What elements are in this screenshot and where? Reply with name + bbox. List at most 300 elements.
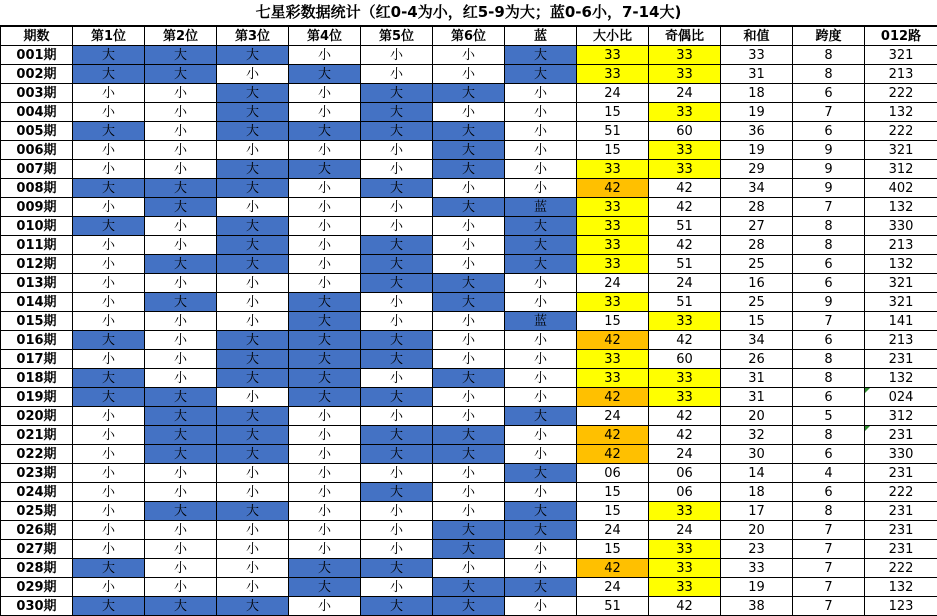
position-cell[interactable]: 大 xyxy=(145,255,217,274)
position-cell[interactable]: 小 xyxy=(361,521,433,540)
position-cell[interactable]: 大 xyxy=(433,597,505,616)
odd-even-ratio-cell[interactable]: 33 xyxy=(649,141,721,160)
position-cell[interactable]: 小 xyxy=(145,559,217,578)
blue-ball-cell[interactable]: 小 xyxy=(505,597,577,616)
position-cell[interactable]: 小 xyxy=(145,84,217,103)
header-cell[interactable]: 大小比 xyxy=(577,27,649,46)
route-012-cell[interactable]: 222 xyxy=(865,483,937,502)
position-cell[interactable]: 大 xyxy=(361,388,433,407)
span-cell[interactable]: 8 xyxy=(793,502,865,521)
size-ratio-cell[interactable]: 33 xyxy=(577,255,649,274)
position-cell[interactable]: 大 xyxy=(433,293,505,312)
position-cell[interactable]: 大 xyxy=(433,122,505,141)
position-cell[interactable]: 小 xyxy=(217,65,289,84)
position-cell[interactable]: 小 xyxy=(361,312,433,331)
odd-even-ratio-cell[interactable]: 33 xyxy=(649,502,721,521)
sum-cell[interactable]: 20 xyxy=(721,521,793,540)
position-cell[interactable]: 大 xyxy=(217,597,289,616)
header-cell[interactable]: 第4位 xyxy=(289,27,361,46)
header-cell[interactable]: 第6位 xyxy=(433,27,505,46)
position-cell[interactable]: 大 xyxy=(361,445,433,464)
blue-ball-cell[interactable]: 大 xyxy=(505,464,577,483)
sum-cell[interactable]: 16 xyxy=(721,274,793,293)
span-cell[interactable]: 9 xyxy=(793,160,865,179)
blue-ball-cell[interactable]: 小 xyxy=(505,540,577,559)
position-cell[interactable]: 小 xyxy=(73,521,145,540)
position-cell[interactable]: 小 xyxy=(145,331,217,350)
size-ratio-cell[interactable]: 24 xyxy=(577,578,649,597)
sum-cell[interactable]: 29 xyxy=(721,160,793,179)
blue-ball-cell[interactable]: 大 xyxy=(505,46,577,65)
span-cell[interactable]: 6 xyxy=(793,255,865,274)
position-cell[interactable]: 小 xyxy=(217,198,289,217)
position-cell[interactable]: 大 xyxy=(217,331,289,350)
position-cell[interactable]: 小 xyxy=(289,540,361,559)
position-cell[interactable]: 大 xyxy=(361,274,433,293)
position-cell[interactable]: 大 xyxy=(289,369,361,388)
span-cell[interactable]: 6 xyxy=(793,445,865,464)
position-cell[interactable]: 小 xyxy=(217,141,289,160)
odd-even-ratio-cell[interactable]: 33 xyxy=(649,103,721,122)
period-cell[interactable]: 004期 xyxy=(1,103,73,122)
period-cell[interactable]: 012期 xyxy=(1,255,73,274)
route-012-cell[interactable]: 231 xyxy=(865,521,937,540)
position-cell[interactable]: 大 xyxy=(433,426,505,445)
sum-cell[interactable]: 25 xyxy=(721,255,793,274)
position-cell[interactable]: 大 xyxy=(73,122,145,141)
position-cell[interactable]: 小 xyxy=(145,160,217,179)
span-cell[interactable]: 8 xyxy=(793,426,865,445)
position-cell[interactable]: 大 xyxy=(145,597,217,616)
position-cell[interactable]: 大 xyxy=(289,160,361,179)
position-cell[interactable]: 大 xyxy=(145,179,217,198)
position-cell[interactable]: 大 xyxy=(361,331,433,350)
position-cell[interactable]: 大 xyxy=(73,597,145,616)
span-cell[interactable]: 6 xyxy=(793,483,865,502)
header-cell[interactable]: 跨度 xyxy=(793,27,865,46)
odd-even-ratio-cell[interactable]: 24 xyxy=(649,445,721,464)
position-cell[interactable]: 小 xyxy=(433,103,505,122)
position-cell[interactable]: 小 xyxy=(73,540,145,559)
blue-ball-cell[interactable]: 小 xyxy=(505,160,577,179)
blue-ball-cell[interactable]: 大 xyxy=(505,521,577,540)
position-cell[interactable]: 大 xyxy=(361,559,433,578)
position-cell[interactable]: 大 xyxy=(433,141,505,160)
route-012-cell[interactable]: 231 xyxy=(865,464,937,483)
span-cell[interactable]: 9 xyxy=(793,141,865,160)
position-cell[interactable]: 大 xyxy=(217,369,289,388)
position-cell[interactable]: 小 xyxy=(289,521,361,540)
position-cell[interactable]: 大 xyxy=(217,217,289,236)
odd-even-ratio-cell[interactable]: 42 xyxy=(649,426,721,445)
blue-ball-cell[interactable]: 蓝 xyxy=(505,198,577,217)
sum-cell[interactable]: 28 xyxy=(721,236,793,255)
route-012-cell[interactable]: 312 xyxy=(865,407,937,426)
route-012-cell[interactable]: 402 xyxy=(865,179,937,198)
position-cell[interactable]: 大 xyxy=(73,217,145,236)
span-cell[interactable]: 7 xyxy=(793,103,865,122)
period-cell[interactable]: 022期 xyxy=(1,445,73,464)
odd-even-ratio-cell[interactable]: 33 xyxy=(649,65,721,84)
period-cell[interactable]: 008期 xyxy=(1,179,73,198)
period-cell[interactable]: 023期 xyxy=(1,464,73,483)
sum-cell[interactable]: 33 xyxy=(721,559,793,578)
position-cell[interactable]: 小 xyxy=(433,46,505,65)
period-cell[interactable]: 003期 xyxy=(1,84,73,103)
route-012-cell[interactable]: 222 xyxy=(865,84,937,103)
position-cell[interactable]: 大 xyxy=(433,198,505,217)
size-ratio-cell[interactable]: 33 xyxy=(577,236,649,255)
position-cell[interactable]: 大 xyxy=(433,274,505,293)
odd-even-ratio-cell[interactable]: 42 xyxy=(649,236,721,255)
period-cell[interactable]: 024期 xyxy=(1,483,73,502)
position-cell[interactable]: 小 xyxy=(433,407,505,426)
route-012-cell[interactable]: 213 xyxy=(865,65,937,84)
position-cell[interactable]: 大 xyxy=(217,445,289,464)
position-cell[interactable]: 小 xyxy=(217,312,289,331)
odd-even-ratio-cell[interactable]: 33 xyxy=(649,46,721,65)
period-cell[interactable]: 010期 xyxy=(1,217,73,236)
position-cell[interactable]: 大 xyxy=(217,236,289,255)
odd-even-ratio-cell[interactable]: 33 xyxy=(649,369,721,388)
route-012-cell[interactable]: 141 xyxy=(865,312,937,331)
position-cell[interactable]: 大 xyxy=(145,502,217,521)
blue-ball-cell[interactable]: 小 xyxy=(505,559,577,578)
position-cell[interactable]: 大 xyxy=(433,369,505,388)
span-cell[interactable]: 9 xyxy=(793,293,865,312)
position-cell[interactable]: 小 xyxy=(73,255,145,274)
span-cell[interactable]: 8 xyxy=(793,46,865,65)
span-cell[interactable]: 6 xyxy=(793,331,865,350)
size-ratio-cell[interactable]: 42 xyxy=(577,445,649,464)
route-012-cell[interactable]: 312 xyxy=(865,160,937,179)
position-cell[interactable]: 小 xyxy=(145,141,217,160)
position-cell[interactable]: 大 xyxy=(361,597,433,616)
route-012-cell[interactable]: 024 xyxy=(865,388,937,407)
position-cell[interactable]: 大 xyxy=(289,293,361,312)
position-cell[interactable]: 小 xyxy=(217,274,289,293)
position-cell[interactable]: 小 xyxy=(433,217,505,236)
odd-even-ratio-cell[interactable]: 60 xyxy=(649,122,721,141)
blue-ball-cell[interactable]: 小 xyxy=(505,103,577,122)
position-cell[interactable]: 小 xyxy=(145,464,217,483)
odd-even-ratio-cell[interactable]: 24 xyxy=(649,274,721,293)
position-cell[interactable]: 大 xyxy=(433,445,505,464)
size-ratio-cell[interactable]: 42 xyxy=(577,559,649,578)
sum-cell[interactable]: 27 xyxy=(721,217,793,236)
position-cell[interactable]: 小 xyxy=(145,540,217,559)
position-cell[interactable]: 大 xyxy=(217,350,289,369)
size-ratio-cell[interactable]: 33 xyxy=(577,65,649,84)
odd-even-ratio-cell[interactable]: 42 xyxy=(649,331,721,350)
sum-cell[interactable]: 19 xyxy=(721,141,793,160)
position-cell[interactable]: 小 xyxy=(73,293,145,312)
span-cell[interactable]: 6 xyxy=(793,274,865,293)
period-cell[interactable]: 011期 xyxy=(1,236,73,255)
position-cell[interactable]: 大 xyxy=(361,255,433,274)
period-cell[interactable]: 019期 xyxy=(1,388,73,407)
position-cell[interactable]: 小 xyxy=(73,578,145,597)
span-cell[interactable]: 7 xyxy=(793,312,865,331)
position-cell[interactable]: 大 xyxy=(73,331,145,350)
sum-cell[interactable]: 30 xyxy=(721,445,793,464)
blue-ball-cell[interactable]: 小 xyxy=(505,122,577,141)
odd-even-ratio-cell[interactable]: 24 xyxy=(649,84,721,103)
position-cell[interactable]: 大 xyxy=(145,65,217,84)
period-cell[interactable]: 020期 xyxy=(1,407,73,426)
position-cell[interactable]: 大 xyxy=(145,293,217,312)
period-cell[interactable]: 007期 xyxy=(1,160,73,179)
header-cell[interactable]: 第1位 xyxy=(73,27,145,46)
position-cell[interactable]: 小 xyxy=(361,46,433,65)
route-012-cell[interactable]: 321 xyxy=(865,46,937,65)
position-cell[interactable]: 小 xyxy=(145,103,217,122)
position-cell[interactable]: 小 xyxy=(361,198,433,217)
size-ratio-cell[interactable]: 33 xyxy=(577,293,649,312)
size-ratio-cell[interactable]: 06 xyxy=(577,464,649,483)
position-cell[interactable]: 大 xyxy=(289,559,361,578)
odd-even-ratio-cell[interactable]: 42 xyxy=(649,198,721,217)
position-cell[interactable]: 小 xyxy=(73,483,145,502)
span-cell[interactable]: 8 xyxy=(793,217,865,236)
span-cell[interactable]: 8 xyxy=(793,236,865,255)
span-cell[interactable]: 7 xyxy=(793,597,865,616)
position-cell[interactable]: 小 xyxy=(361,578,433,597)
position-cell[interactable]: 小 xyxy=(73,84,145,103)
position-cell[interactable]: 大 xyxy=(361,483,433,502)
sum-cell[interactable]: 31 xyxy=(721,65,793,84)
blue-ball-cell[interactable]: 小 xyxy=(505,141,577,160)
route-012-cell[interactable]: 222 xyxy=(865,559,937,578)
position-cell[interactable]: 大 xyxy=(73,46,145,65)
position-cell[interactable]: 大 xyxy=(145,46,217,65)
odd-even-ratio-cell[interactable]: 33 xyxy=(649,160,721,179)
odd-even-ratio-cell[interactable]: 33 xyxy=(649,388,721,407)
position-cell[interactable]: 大 xyxy=(73,65,145,84)
position-cell[interactable]: 小 xyxy=(289,597,361,616)
position-cell[interactable]: 小 xyxy=(217,464,289,483)
position-cell[interactable]: 小 xyxy=(217,521,289,540)
route-012-cell[interactable]: 213 xyxy=(865,236,937,255)
size-ratio-cell[interactable]: 24 xyxy=(577,274,649,293)
position-cell[interactable]: 大 xyxy=(217,46,289,65)
position-cell[interactable]: 小 xyxy=(361,502,433,521)
period-cell[interactable]: 030期 xyxy=(1,597,73,616)
period-cell[interactable]: 013期 xyxy=(1,274,73,293)
position-cell[interactable]: 大 xyxy=(145,407,217,426)
position-cell[interactable]: 小 xyxy=(145,122,217,141)
sum-cell[interactable]: 19 xyxy=(721,103,793,122)
sum-cell[interactable]: 14 xyxy=(721,464,793,483)
size-ratio-cell[interactable]: 15 xyxy=(577,483,649,502)
period-cell[interactable]: 009期 xyxy=(1,198,73,217)
blue-ball-cell[interactable]: 大 xyxy=(505,236,577,255)
sum-cell[interactable]: 34 xyxy=(721,179,793,198)
header-cell[interactable]: 和值 xyxy=(721,27,793,46)
position-cell[interactable]: 小 xyxy=(289,141,361,160)
position-cell[interactable]: 大 xyxy=(361,426,433,445)
position-cell[interactable]: 小 xyxy=(289,502,361,521)
period-cell[interactable]: 029期 xyxy=(1,578,73,597)
position-cell[interactable]: 小 xyxy=(289,236,361,255)
period-cell[interactable]: 026期 xyxy=(1,521,73,540)
span-cell[interactable]: 7 xyxy=(793,521,865,540)
header-cell[interactable]: 第2位 xyxy=(145,27,217,46)
route-012-cell[interactable]: 330 xyxy=(865,217,937,236)
size-ratio-cell[interactable]: 24 xyxy=(577,521,649,540)
span-cell[interactable]: 6 xyxy=(793,388,865,407)
position-cell[interactable]: 小 xyxy=(433,312,505,331)
period-cell[interactable]: 016期 xyxy=(1,331,73,350)
size-ratio-cell[interactable]: 15 xyxy=(577,141,649,160)
position-cell[interactable]: 小 xyxy=(289,407,361,426)
blue-ball-cell[interactable]: 大 xyxy=(505,217,577,236)
position-cell[interactable]: 小 xyxy=(361,369,433,388)
blue-ball-cell[interactable]: 大 xyxy=(505,255,577,274)
position-cell[interactable]: 大 xyxy=(289,65,361,84)
position-cell[interactable]: 小 xyxy=(73,312,145,331)
position-cell[interactable]: 小 xyxy=(289,426,361,445)
position-cell[interactable]: 小 xyxy=(217,578,289,597)
position-cell[interactable]: 小 xyxy=(289,46,361,65)
position-cell[interactable]: 小 xyxy=(361,217,433,236)
size-ratio-cell[interactable]: 51 xyxy=(577,597,649,616)
position-cell[interactable]: 大 xyxy=(217,502,289,521)
blue-ball-cell[interactable]: 小 xyxy=(505,350,577,369)
sum-cell[interactable]: 33 xyxy=(721,46,793,65)
position-cell[interactable]: 大 xyxy=(361,122,433,141)
position-cell[interactable]: 小 xyxy=(73,236,145,255)
period-cell[interactable]: 002期 xyxy=(1,65,73,84)
sum-cell[interactable]: 18 xyxy=(721,84,793,103)
position-cell[interactable]: 大 xyxy=(361,350,433,369)
route-012-cell[interactable]: 231 xyxy=(865,540,937,559)
position-cell[interactable]: 小 xyxy=(361,464,433,483)
position-cell[interactable]: 大 xyxy=(289,388,361,407)
position-cell[interactable]: 小 xyxy=(433,502,505,521)
sum-cell[interactable]: 25 xyxy=(721,293,793,312)
blue-ball-cell[interactable]: 小 xyxy=(505,84,577,103)
size-ratio-cell[interactable]: 33 xyxy=(577,217,649,236)
position-cell[interactable]: 小 xyxy=(145,369,217,388)
size-ratio-cell[interactable]: 15 xyxy=(577,502,649,521)
blue-ball-cell[interactable]: 小 xyxy=(505,388,577,407)
size-ratio-cell[interactable]: 42 xyxy=(577,426,649,445)
period-cell[interactable]: 006期 xyxy=(1,141,73,160)
position-cell[interactable]: 小 xyxy=(289,464,361,483)
position-cell[interactable]: 大 xyxy=(217,84,289,103)
odd-even-ratio-cell[interactable]: 51 xyxy=(649,255,721,274)
span-cell[interactable]: 8 xyxy=(793,369,865,388)
size-ratio-cell[interactable]: 33 xyxy=(577,198,649,217)
odd-even-ratio-cell[interactable]: 33 xyxy=(649,578,721,597)
position-cell[interactable]: 大 xyxy=(145,426,217,445)
period-cell[interactable]: 017期 xyxy=(1,350,73,369)
position-cell[interactable]: 大 xyxy=(145,198,217,217)
position-cell[interactable]: 大 xyxy=(361,179,433,198)
size-ratio-cell[interactable]: 42 xyxy=(577,179,649,198)
odd-even-ratio-cell[interactable]: 33 xyxy=(649,559,721,578)
header-cell[interactable]: 第3位 xyxy=(217,27,289,46)
position-cell[interactable]: 大 xyxy=(289,578,361,597)
route-012-cell[interactable]: 321 xyxy=(865,141,937,160)
position-cell[interactable]: 大 xyxy=(433,578,505,597)
position-cell[interactable]: 小 xyxy=(289,274,361,293)
position-cell[interactable]: 小 xyxy=(361,407,433,426)
blue-ball-cell[interactable]: 大 xyxy=(505,407,577,426)
position-cell[interactable]: 大 xyxy=(217,407,289,426)
size-ratio-cell[interactable]: 42 xyxy=(577,388,649,407)
span-cell[interactable]: 7 xyxy=(793,578,865,597)
span-cell[interactable]: 6 xyxy=(793,122,865,141)
span-cell[interactable]: 8 xyxy=(793,65,865,84)
route-012-cell[interactable]: 132 xyxy=(865,255,937,274)
span-cell[interactable]: 7 xyxy=(793,540,865,559)
sum-cell[interactable]: 18 xyxy=(721,483,793,502)
position-cell[interactable]: 大 xyxy=(145,445,217,464)
position-cell[interactable]: 小 xyxy=(433,236,505,255)
position-cell[interactable]: 小 xyxy=(145,350,217,369)
position-cell[interactable]: 小 xyxy=(73,198,145,217)
route-012-cell[interactable]: 213 xyxy=(865,331,937,350)
blue-ball-cell[interactable]: 小 xyxy=(505,274,577,293)
position-cell[interactable]: 小 xyxy=(361,293,433,312)
span-cell[interactable]: 4 xyxy=(793,464,865,483)
route-012-cell[interactable]: 231 xyxy=(865,350,937,369)
position-cell[interactable]: 大 xyxy=(217,179,289,198)
span-cell[interactable]: 5 xyxy=(793,407,865,426)
position-cell[interactable]: 小 xyxy=(145,312,217,331)
position-cell[interactable]: 小 xyxy=(433,483,505,502)
sum-cell[interactable]: 34 xyxy=(721,331,793,350)
blue-ball-cell[interactable]: 大 xyxy=(505,65,577,84)
position-cell[interactable]: 小 xyxy=(289,84,361,103)
odd-even-ratio-cell[interactable]: 51 xyxy=(649,293,721,312)
position-cell[interactable]: 小 xyxy=(289,483,361,502)
position-cell[interactable]: 大 xyxy=(433,84,505,103)
size-ratio-cell[interactable]: 15 xyxy=(577,103,649,122)
position-cell[interactable]: 小 xyxy=(433,464,505,483)
blue-ball-cell[interactable]: 大 xyxy=(505,502,577,521)
blue-ball-cell[interactable]: 小 xyxy=(505,331,577,350)
position-cell[interactable]: 小 xyxy=(145,274,217,293)
blue-ball-cell[interactable]: 蓝 xyxy=(505,312,577,331)
odd-even-ratio-cell[interactable]: 33 xyxy=(649,312,721,331)
position-cell[interactable]: 大 xyxy=(433,160,505,179)
position-cell[interactable]: 小 xyxy=(217,293,289,312)
odd-even-ratio-cell[interactable]: 51 xyxy=(649,217,721,236)
position-cell[interactable]: 小 xyxy=(433,350,505,369)
blue-ball-cell[interactable]: 大 xyxy=(505,578,577,597)
sum-cell[interactable]: 31 xyxy=(721,369,793,388)
size-ratio-cell[interactable]: 15 xyxy=(577,540,649,559)
sum-cell[interactable]: 36 xyxy=(721,122,793,141)
position-cell[interactable]: 小 xyxy=(73,103,145,122)
position-cell[interactable]: 小 xyxy=(289,255,361,274)
position-cell[interactable]: 小 xyxy=(73,274,145,293)
position-cell[interactable]: 大 xyxy=(361,84,433,103)
position-cell[interactable]: 小 xyxy=(73,426,145,445)
position-cell[interactable]: 小 xyxy=(145,521,217,540)
header-cell[interactable]: 蓝 xyxy=(505,27,577,46)
route-012-cell[interactable]: 123 xyxy=(865,597,937,616)
sum-cell[interactable]: 26 xyxy=(721,350,793,369)
position-cell[interactable]: 小 xyxy=(361,65,433,84)
position-cell[interactable]: 小 xyxy=(73,350,145,369)
odd-even-ratio-cell[interactable]: 42 xyxy=(649,179,721,198)
blue-ball-cell[interactable]: 小 xyxy=(505,445,577,464)
route-012-cell[interactable]: 132 xyxy=(865,369,937,388)
